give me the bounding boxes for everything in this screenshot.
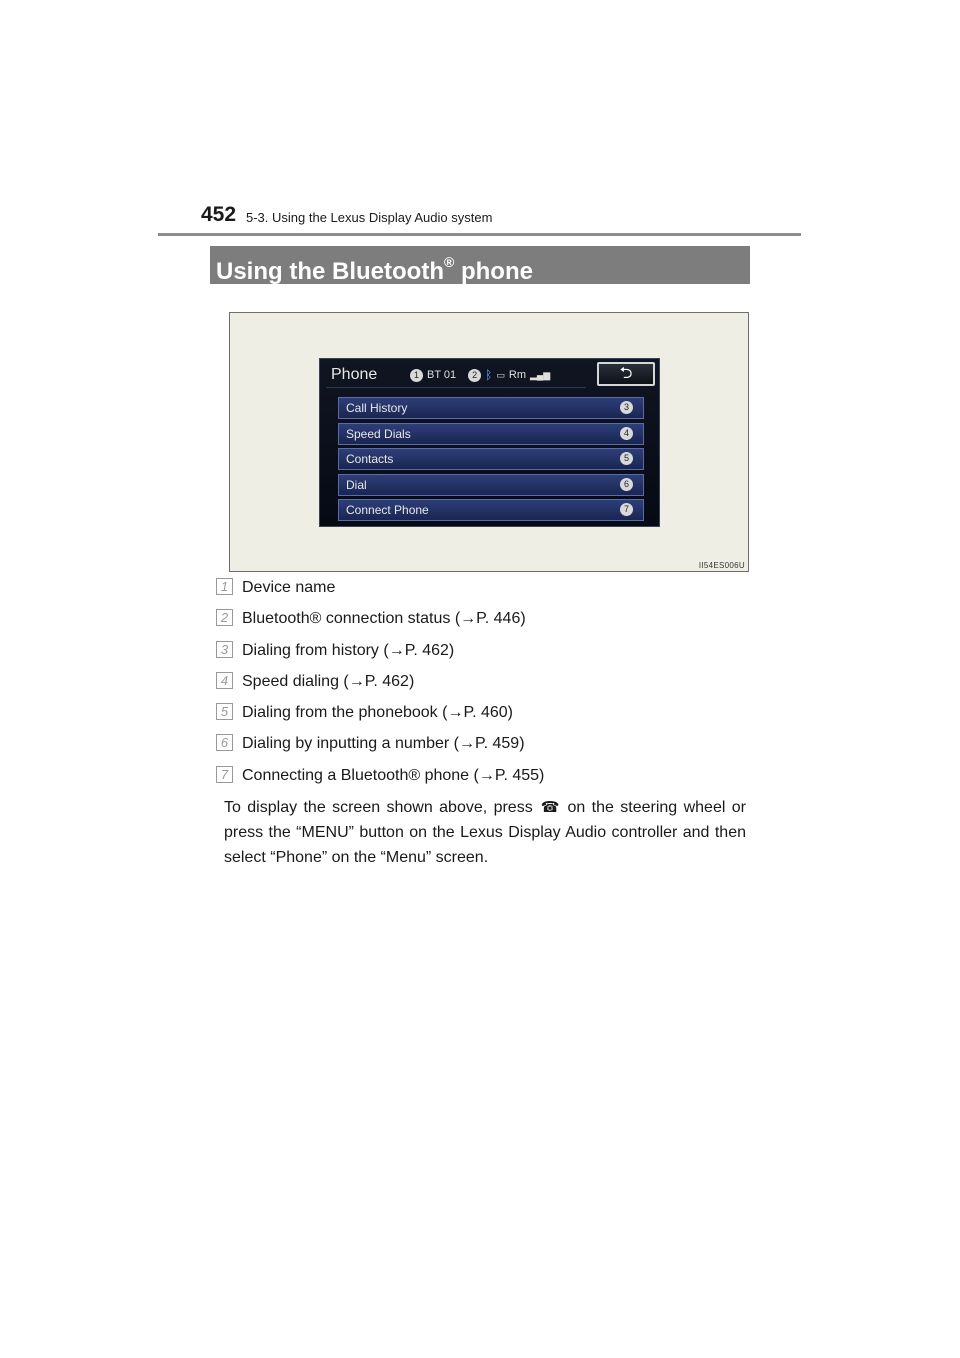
callout-1: 1 [410,369,423,382]
legend-number: 7 [216,766,233,783]
legend-item [216,603,756,634]
legend-text: Speed dialing (→P. 462) [242,672,415,690]
registered-mark: ® [443,254,455,270]
callout-legend [216,572,756,791]
bluetooth-icon: ᛒ [485,368,493,382]
legend-item [216,666,756,697]
menu-item-callout: 7 [620,503,633,516]
page-number: 452 [201,203,237,226]
section-title-bar [210,246,750,284]
legend-number: 2 [216,609,233,626]
menu-item-callout: 6 [620,478,633,491]
instruction-text-end: on the steering wheel or press the “MENU” button on the Lexus Display Audio controller and then select “Phone” on the “Menu” screen. [224,799,747,866]
section-label: 5-3. Using the Lexus Display Audio system [246,210,493,225]
screen-title: Phone [331,366,378,383]
steering-phone-icon: ☎ [540,799,560,816]
figure-code: II54ES006U [698,561,745,570]
legend-text: Device name [242,579,336,596]
status-row [410,366,550,384]
legend-number: 6 [216,734,233,751]
menu-item[interactable] [338,423,644,445]
screen-divider [326,387,586,388]
menu-item-label: Connect Phone [346,503,429,517]
menu-item[interactable] [338,499,644,521]
menu-item-label: Speed Dials [346,426,411,441]
phone-menu [338,397,644,525]
menu-item[interactable] [338,474,644,496]
legend-item [216,697,756,728]
legend-item [216,572,756,603]
legend-item [216,760,756,791]
callout-2: 2 [468,369,481,382]
menu-item[interactable] [338,448,644,470]
menu-item-label: Call History [346,401,408,415]
menu-item[interactable] [338,397,644,419]
legend-text: Dialing from history (→P. 462) [242,641,455,659]
phone-screen-figure [229,312,749,572]
section-title-end: phone [454,258,533,285]
back-button[interactable] [597,362,655,386]
legend-number: 1 [216,578,233,595]
menu-item-callout: 5 [620,452,633,465]
instruction-paragraph [224,795,746,870]
legend-text: Dialing by inputting a number (→P. 459) [242,735,525,753]
menu-item-label: Contacts [346,452,394,466]
battery-icon: ▭ [496,369,505,380]
section-title: Using the Bluetooth [216,258,444,285]
instruction-text: To display the screen shown above, press [224,799,540,816]
legend-number: 5 [216,703,233,720]
legend-item [216,728,756,759]
legend-text: Connecting a Bluetooth® phone (→P. 455) [242,766,545,784]
phone-screen [319,358,660,527]
legend-text: Dialing from the phonebook (→P. 460) [242,704,513,722]
legend-number: 4 [216,672,233,689]
signal-icon: ▂▄▆ [529,369,551,380]
menu-item-label: Dial [346,477,367,492]
header-rule [158,233,801,236]
menu-item-callout: 4 [620,427,633,440]
menu-item-callout: 3 [620,401,633,414]
legend-text: Bluetooth® connection status (→P. 446) [242,610,526,628]
roaming-label: Rm [508,369,526,381]
back-arrow-icon: ⮌ [619,365,633,382]
device-name: BT 01 [427,369,457,381]
legend-number: 3 [216,641,233,658]
legend-item [216,635,756,666]
